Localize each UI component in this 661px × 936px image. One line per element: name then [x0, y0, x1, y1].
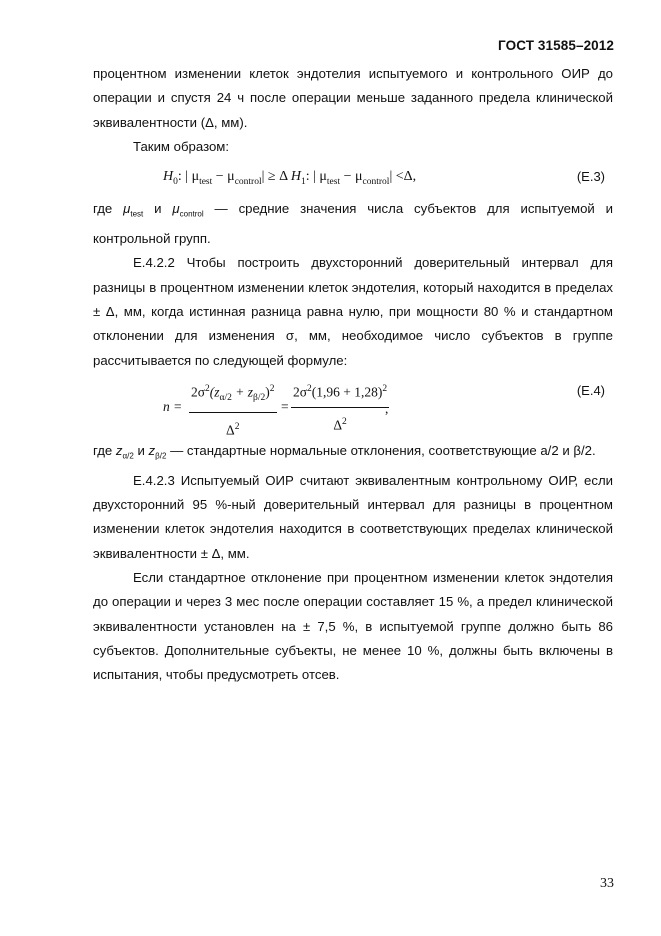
page-number: 33	[600, 876, 614, 891]
formula-e3-number: (Е.3)	[576, 169, 605, 185]
formula-e3-expression: $H_0$: | $\mu_{test} - \mu_{control}| \ge \Delta$ $H_1$: | $\mu_{test} - \mu_{control}| <\Delta$,	[163, 169, 417, 187]
document-id-header: ГОСТ 31585–2012	[498, 38, 614, 53]
formula-e4-equals: =	[281, 398, 289, 414]
formula-e4	[93, 377, 613, 439]
formula-e3	[93, 159, 613, 197]
formula-e4-fraction-1: $\frac{2\sigma^2(z_{\alpha/2} + z_{\beta/2})^2}{\Delta^2}$	[189, 377, 277, 443]
document-body	[93, 62, 613, 688]
paragraph-example: Если стандартное отклонение при процентном изменении клеток эндотелия до операции и через 3 мес после операции составляет 15 %, а предел клинической эквивалентности установлен на ± 7,5 %, в испытуемой группе должно быть 86 субъектов. Дополнительные субъекты, не менее 10 %, должны быть включены в испытания, чтобы предусмотреть отсев.	[93, 570, 613, 683]
paragraph-continuation: процентном изменении клеток эндотелия испытуемого и контрольного ОИР до операции и спустя 24 ч после операции меньше заданного предела клинической эквивалентности (Δ, мм).	[93, 66, 613, 130]
paragraph-e422: Е.4.2.2 Чтобы построить двухсторонний доверительный интервал для разницы в процентном изменении клеток эндотелия, который находится в пределах ± Δ, мм, когда истинная разница равна нулю, при мощности 80 % и стандартном отклонении для изменения σ, мм, необходимое число субъектов в группе рассчитывается по следующей формуле:	[93, 255, 613, 368]
formula-e4-fraction-2: $\frac{2\sigma^2(1,96 + 1,28)^2}{\Delta^2}$	[291, 377, 389, 438]
formula-e4-number: (Е.4)	[576, 382, 605, 398]
paragraph-where-z: где $z_{\alpha/2}$ и $z_{\beta/2}$ — стандартные нормальные отклонения, соответствующие а/2 и β/2.	[93, 442, 596, 461]
paragraph-thus: Таким образом:	[133, 138, 230, 154]
paragraph-where-mu: где $\mu_{test}$ и $\mu_{control}$ — средние значения числа субъектов для испытуемой и контрольной групп.	[93, 201, 614, 247]
formula-e4-n: n =	[163, 398, 183, 414]
paragraph-e423: Е.4.2.3 Испытуемый ОИР считают эквивалентным контрольному ОИР, если двухсторонний 95 %-ный доверительный интервал для разницы в процентном изменении клеток эндотелия находится в соответствующих пределах клинической эквивалентности ± Δ, мм.	[93, 472, 613, 561]
formula-e4-comma: ,	[385, 400, 389, 416]
